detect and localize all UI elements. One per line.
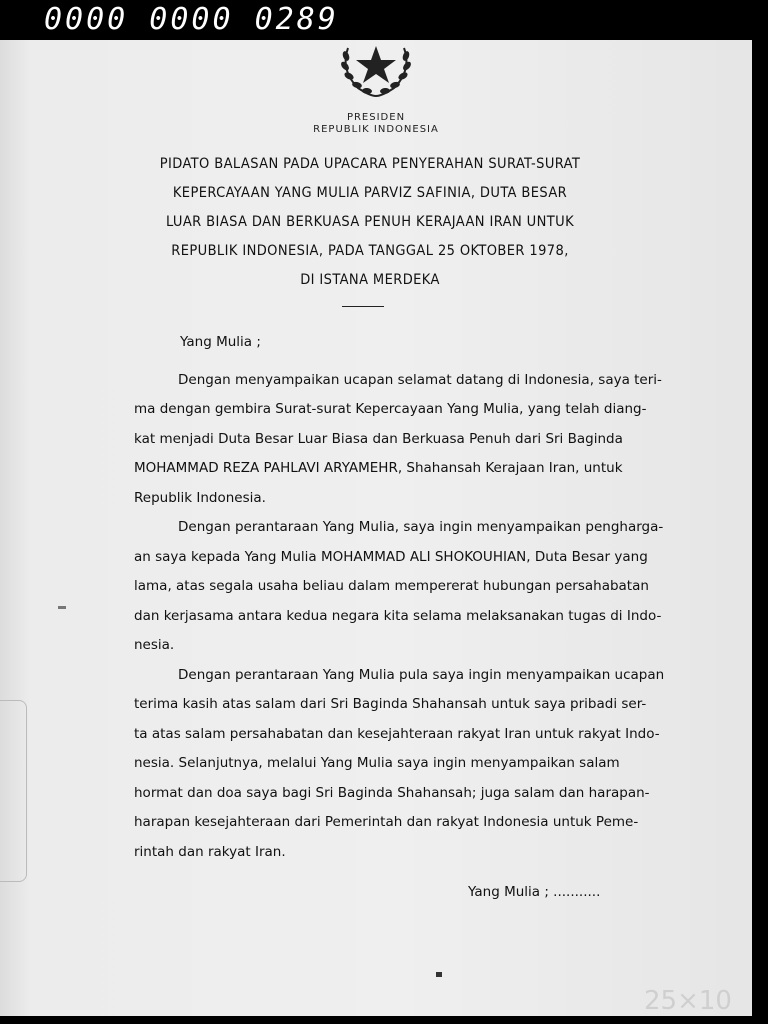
paragraph-line: Republik Indonesia. xyxy=(134,489,266,506)
closing-salutation: Yang Mulia ; ........... xyxy=(468,884,601,900)
paragraph-line: rintah dan rakyat Iran. xyxy=(134,843,286,860)
document-page xyxy=(0,40,752,1016)
title-line: DI ISTANA MERDEKA xyxy=(300,272,440,288)
paragraph-line: terima kasih atas salam dari Sri Baginda Shahansah untuk saya pribadi ser- xyxy=(134,696,647,712)
title-line: REPUBLIK INDONESIA, PADA TANGGAL 25 OKTOBER 1978, xyxy=(171,243,569,259)
paragraph xyxy=(134,366,662,514)
paragraph-line: Dengan perantaraan Yang Mulia, saya ingin menyampaikan pengharga- xyxy=(178,519,664,535)
paragraph-line: dan kerjasama antara kedua negara kita selama melaksanakan tugas di Indo- xyxy=(134,607,662,624)
page-tab-shadow xyxy=(0,700,27,882)
paragraph-line: lama, atas segala usaha beliau dalam mempererat hubungan persahabatan xyxy=(134,578,649,594)
title-line: LUAR BIASA DAN BERKUASA PENUH KERAJAAN IRAN UNTUK xyxy=(165,214,575,230)
paragraph-line: nesia. Selanjutnya, melalui Yang Mulia saya ingin menyampaikan salam xyxy=(134,755,620,771)
scan-speck xyxy=(436,972,442,977)
star-wreath-emblem-icon xyxy=(334,40,418,100)
paragraph-line: nesia. xyxy=(134,637,175,653)
paragraph-line: Dengan perantaraan Yang Mulia pula saya ingin menyampaikan ucapan xyxy=(178,666,665,683)
paragraph-line: an saya kepada Yang Mulia MOHAMMAD ALI SHOKOUHIAN, Duta Besar yang xyxy=(134,548,648,565)
paragraph-line: ta atas salam persahabatan dan kesejahteraan rakyat Iran untuk rakyat Indo- xyxy=(134,725,660,742)
letterhead-line-1: PRESIDEN xyxy=(346,112,406,123)
scan-speck xyxy=(58,606,66,609)
document-title xyxy=(120,150,620,295)
microfilm-frame-number: 0000 0000 0289 xyxy=(44,2,339,37)
salutation: Yang Mulia ; xyxy=(180,334,261,350)
paragraph-line: kat menjadi Duta Besar Luar Biasa dan Berkuasa Penuh dari Sri Baginda xyxy=(134,430,623,447)
reduction-stamp: 25×10 xyxy=(644,986,732,1016)
paragraph-line: harapan kesejahteraan dari Pemerintah dan rakyat Indonesia untuk Peme- xyxy=(134,814,639,830)
title-line: KEPERCAYAAN YANG MULIA PARVIZ SAFINIA, DUTA BESAR xyxy=(172,185,568,201)
speech-body xyxy=(134,328,665,867)
paragraph-line: Dengan menyampaikan ucapan selamat datang di Indonesia, saya teri- xyxy=(178,371,662,388)
paragraph xyxy=(134,513,664,661)
paragraph-line: hormat dan doa saya bagi Sri Baginda Shahansah; juga salam dan harapan- xyxy=(134,784,650,801)
paragraph-line: ma dengan gembira Surat-surat Kepercayaan Yang Mulia, yang telah diang- xyxy=(134,401,647,417)
paragraph xyxy=(134,661,665,868)
letterhead-line-2: REPUBLIK INDONESIA xyxy=(313,124,439,135)
title-line: PIDATO BALASAN PADA UPACARA PENYERAHAN SURAT-SURAT xyxy=(159,156,581,172)
title-divider xyxy=(342,306,384,307)
paragraph-line: MOHAMMAD REZA PAHLAVI ARYAMEHR, Shahansah Kerajaan Iran, untuk xyxy=(134,460,623,476)
